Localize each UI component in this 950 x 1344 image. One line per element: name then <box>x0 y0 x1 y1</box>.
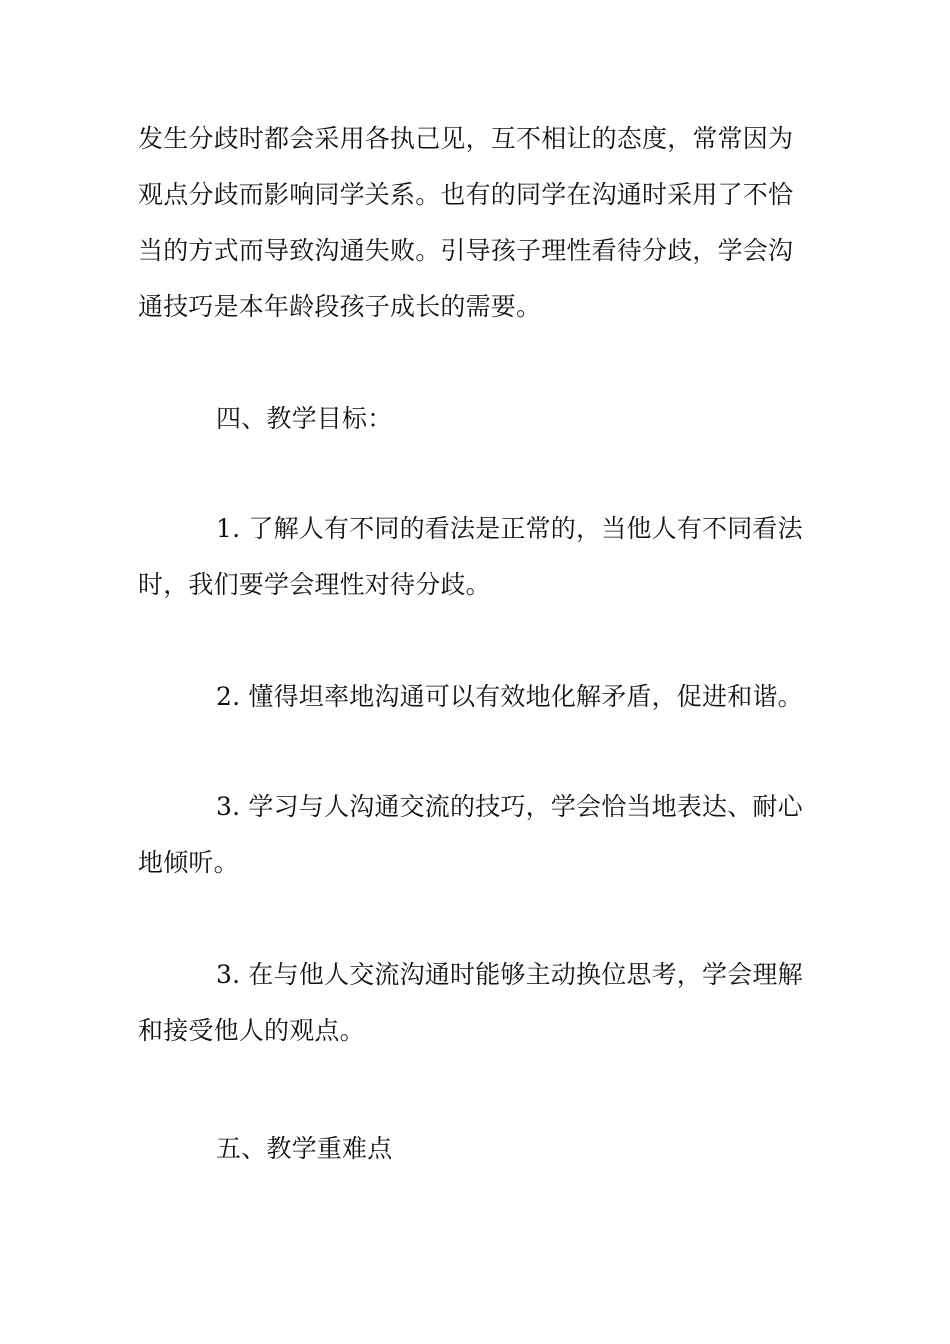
goal-4-line-2: 和接受他人的观点。 <box>138 1016 365 1045</box>
goal-1-line-1: 1. 了解人有不同的看法是正常的，当他人有不同看法 <box>216 514 803 543</box>
section-heading-objectives: 四、教学目标： <box>216 404 393 433</box>
goal-3-line-1: 3. 学习与人沟通交流的技巧，学会恰当地表达、耐心 <box>216 792 803 821</box>
goal-4-line-1: 3. 在与他人交流沟通时能够主动换位思考，学会理解 <box>216 960 803 989</box>
intro-line-1: 发生分歧时都会采用各执己见，互不相让的态度，常常因为 <box>138 124 794 153</box>
intro-line-2: 观点分歧而影响同学关系。也有的同学在沟通时采用了不恰 <box>138 180 794 209</box>
intro-line-3: 当的方式而导致沟通失败。引导孩子理性看待分歧，学会沟 <box>138 236 794 265</box>
goal-3-line-2: 地倾听。 <box>138 848 239 877</box>
section-heading-key-points: 五、教学重难点 <box>216 1134 393 1163</box>
intro-line-4: 通技巧是本年龄段孩子成长的需要。 <box>138 292 542 321</box>
goal-1-line-2: 时，我们要学会理性对待分歧。 <box>138 570 491 599</box>
goal-2-line-1: 2. 懂得坦率地沟通可以有效地化解矛盾，促进和谐。 <box>216 682 803 711</box>
